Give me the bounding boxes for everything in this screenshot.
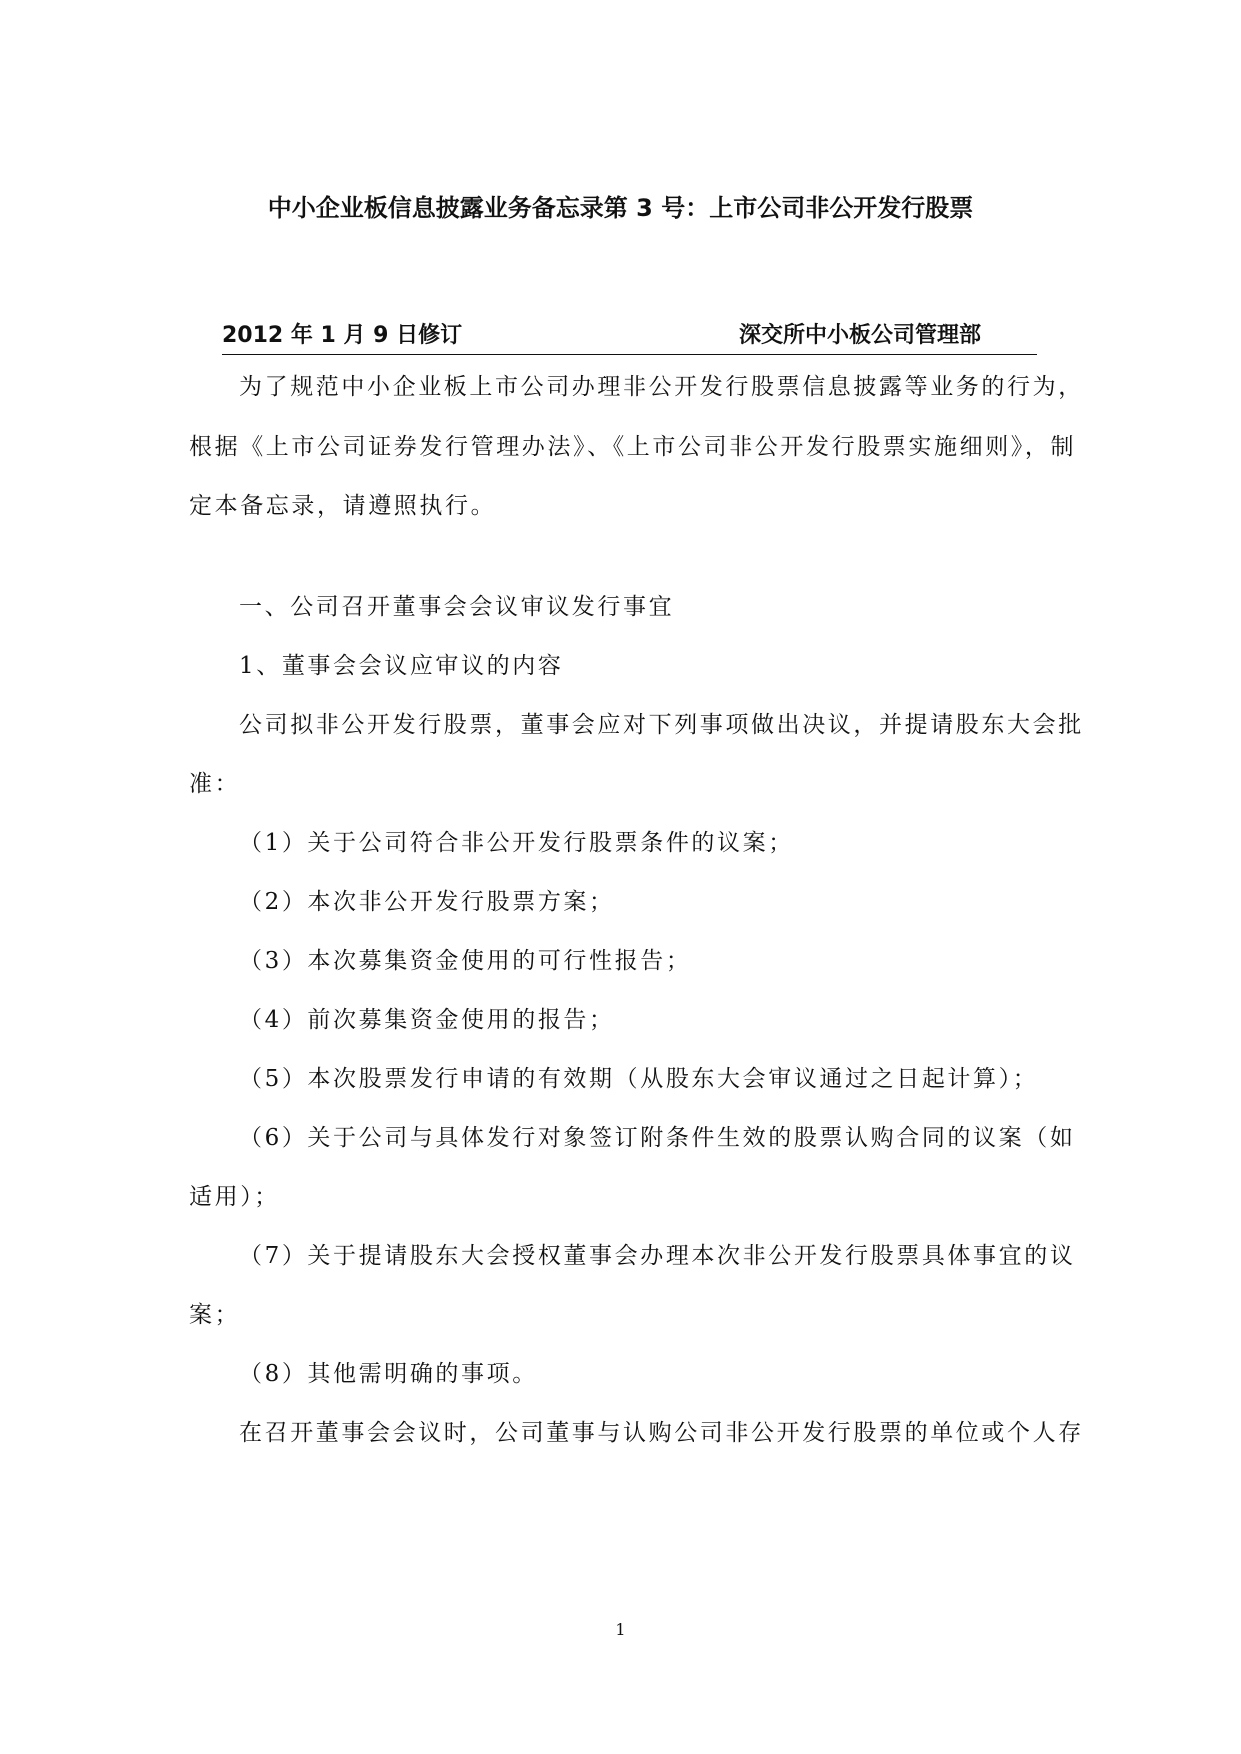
intro-line: 根据《上市公司证券发行管理办法》、《上市公司非公开发行股票实施细则》，制 [189,434,1077,460]
page-number: 1 [615,1620,626,1639]
list-item: （3）本次募集资金使用的可行性报告； [239,948,692,974]
closing-line: 在召开董事会会议时，公司董事与认购公司非公开发行股票的单位或个人存 [239,1420,1084,1446]
section-heading: 一、公司召开董事会会议审议发行事宜 [239,594,675,620]
intro-line: 定本备忘录，请遵照执行。 [189,493,497,519]
list-item: （1）关于公司符合非公开发行股票条件的议案； [239,830,794,856]
list-item: （4）前次募集资金使用的报告； [239,1007,615,1033]
revision-line [222,318,1037,355]
list-item-continuation: 适用）； [189,1184,280,1210]
intro-line: 为了规范中小企业板上市公司办理非公开发行股票信息披露等业务的行为， [239,374,1084,400]
list-item: （5）本次股票发行申请的有效期（从股东大会审议通过之日起计算）； [239,1066,1039,1092]
list-item: （7）关于提请股东大会授权董事会办理本次非公开发行股票具体事宜的议 [239,1243,1076,1269]
subsection-heading: 1、董事会会议应审议的内容 [239,653,564,679]
list-item: （6）关于公司与具体发行对象签订附条件生效的股票认购合同的议案（如 [239,1125,1076,1151]
subsection-intro-line: 公司拟非公开发行股票，董事会应对下列事项做出决议，并提请股东大会批 [239,712,1084,738]
document-title: 中小企业板信息披露业务备忘录第 3 号：上市公司非公开发行股票 [267,194,974,222]
list-item: （2）本次非公开发行股票方案； [239,889,615,915]
list-item: （8）其他需明确的事项。 [239,1361,538,1387]
revision-date: 2012 年 1 月 9 日修订 [222,323,463,348]
issuing-department: 深交所中小板公司管理部 [739,323,982,348]
list-item-continuation: 案； [189,1302,241,1328]
subsection-intro-line: 准： [189,771,241,797]
